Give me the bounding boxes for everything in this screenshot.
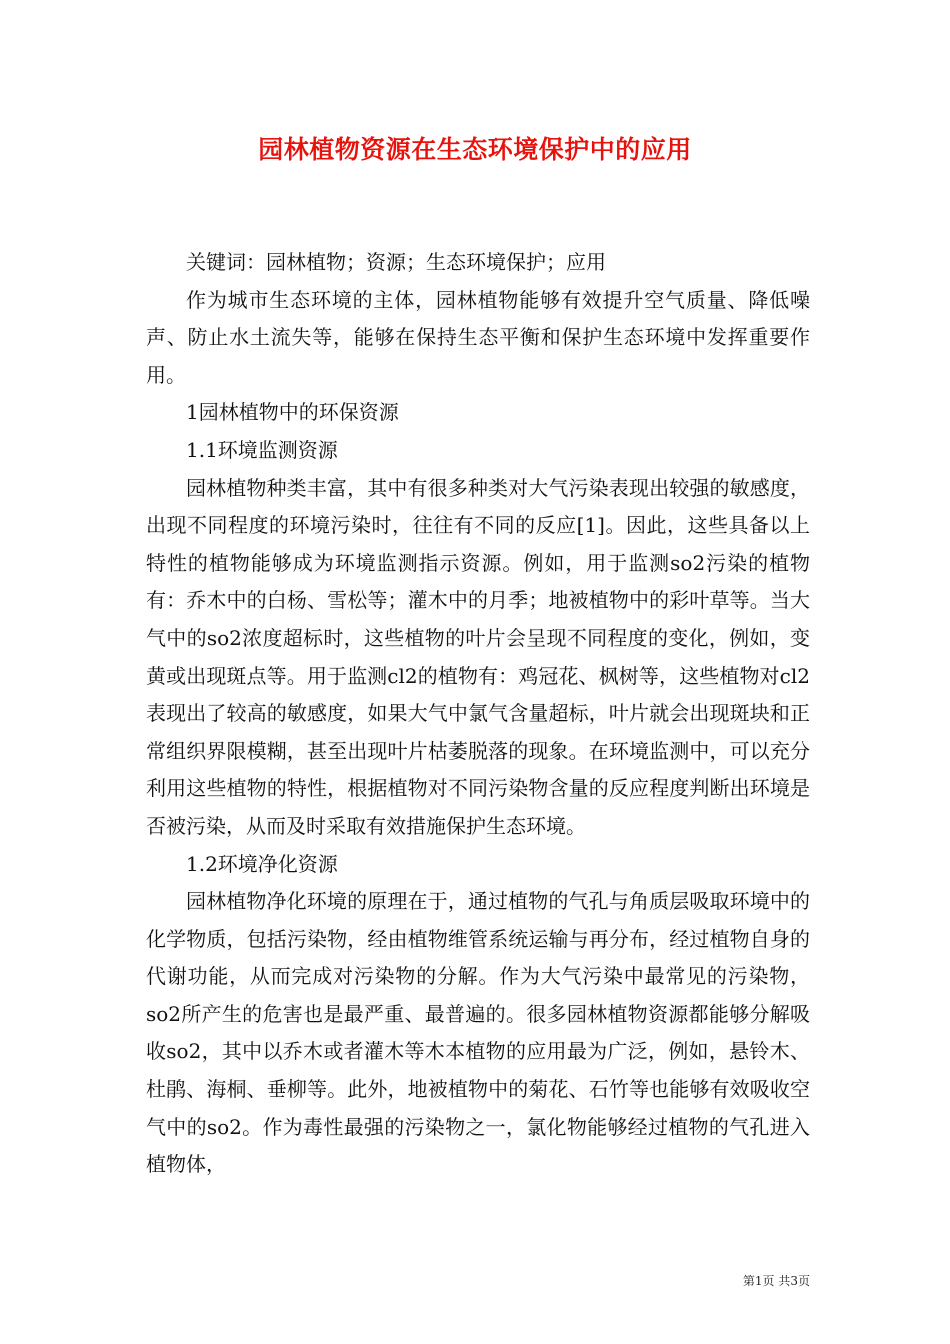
intro-paragraph: 作为城市生态环境的主体，园林植物能够有效提升空气质量、降低噪声、防止水土流失等，能够在保持生态平衡和保护生态环境中发挥重要作用。 — [146, 287, 810, 387]
subsection-heading-1-1: 1.1环境监测资源 — [186, 437, 338, 462]
document-body — [146, 244, 810, 1184]
subsection-heading-1-2: 1.2环境净化资源 — [186, 851, 338, 876]
keywords-paragraph: 关键词：园林植物；资源；生态环境保护；应用 — [186, 250, 606, 274]
document-title: 园林植物资源在生态环境保护中的应用 — [258, 135, 692, 164]
page-number: 第1页 共3页 — [742, 1274, 810, 1288]
section-heading-1: 1园林植物中的环保资源 — [186, 400, 399, 425]
purification-paragraph: 园林植物净化环境的原理在于，通过植物的气孔与角质层吸取环境中的化学物质，包括污染物，经由植物维管系统运输与再分布，经过植物自身的代谢功能，从而完成对污染物的分解。作为大气污染中最常见的污染物，so2所产生的危害也是最严重、最普遍的。很多园林植物资源都能够分解吸收so2，其中以乔木或者灌木等木本植物的应用最为广泛，例如，悬铃木、杜鹃、海桐、垂柳等。此外，地被植物中的菊花、石竹等也能够有效吸收空气中的so2。作为毒性最强的污染物之一，氯化物能够经过植物的气孔进入植物体， — [146, 889, 810, 1177]
monitoring-paragraph: 园林植物种类丰富，其中有很多种类对大气污染表现出较强的敏感度，出现不同程度的环境污染时，往往有不同的反应[1]。因此，这些具备以上特性的植物能够成为环境监测指示资源。例如，用于监测so2污染的植物有：乔木中的白杨、雪松等；灌木中的月季；地被植物中的彩叶草等。当大气中的so2浓度超标时，这些植物的叶片会呈现不同程度的变化，例如，变黄或出现斑点等。用于监测cl2的植物有：鸡冠花、枫树等，这些植物对cl2表现出了较高的敏感度，如果大气中氯气含量超标，叶片就会出现斑块和正常组织界限模糊，甚至出现叶片枯萎脱落的现象。在环境监测中，可以充分利用这些植物的特性，根据植物对不同污染物含量的反应程度判断出环境是否被污染，从而及时采取有效措施保护生态环境。 — [146, 475, 810, 838]
